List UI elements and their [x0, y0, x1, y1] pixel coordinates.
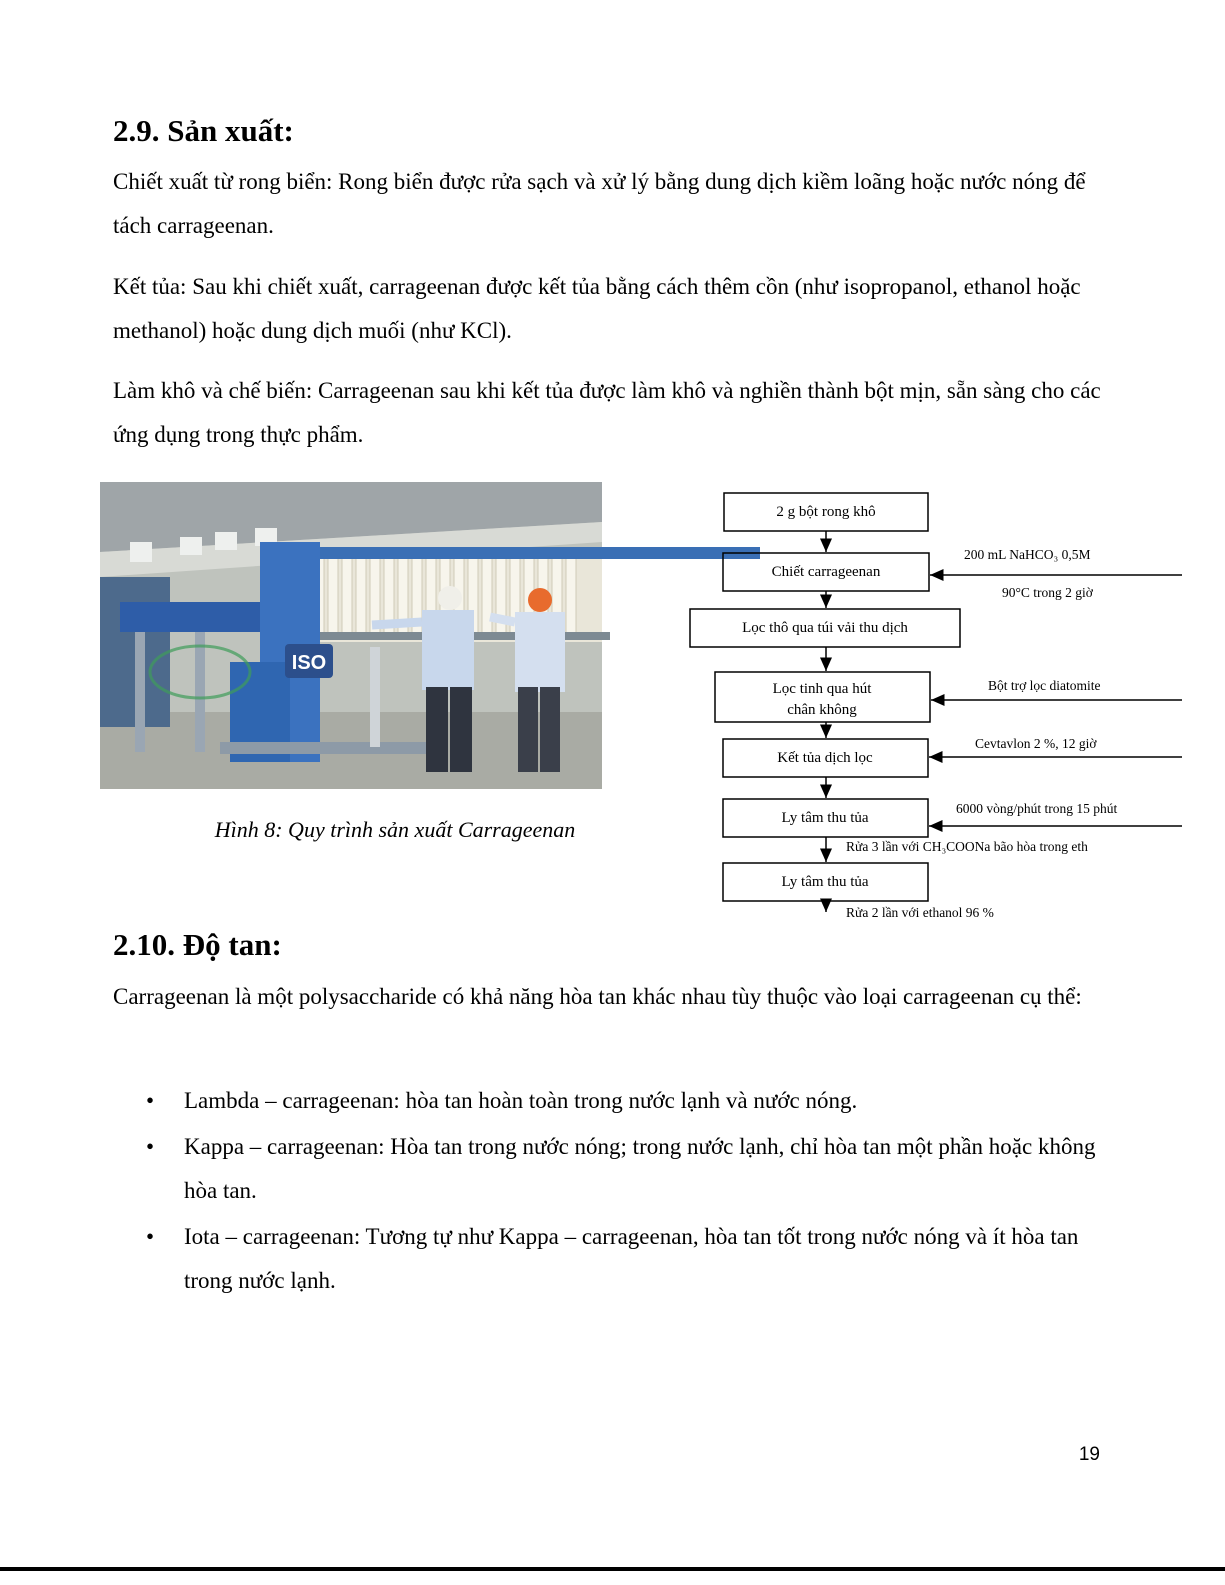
- paragraph-solubility-intro: Carrageenan là một polysaccharide có khả năng hòa tan khác nhau tùy thuộc vào loại carrageenan cụ thể:: [113, 984, 1082, 1009]
- flow-wash-note-2: Rửa 2 lần với ethanol 96 %: [846, 905, 994, 920]
- solubility-list: [113, 1079, 1113, 1305]
- process-flowchart: [690, 484, 1190, 920]
- flow-step-4-line-1: Lọc tinh qua hút: [772, 681, 872, 697]
- paragraph-drying: Làm khô và chế biến: Carrageenan sau khi kết tủa được làm khô và nghiền thành bột mịn, sẵn sàng cho các ứng dụng trong thực phẩm.: [113, 378, 1101, 447]
- section-heading-solubility: 2.10. Độ tan:: [113, 927, 282, 962]
- page-bottom-border: [0, 1567, 1225, 1571]
- page-number: 19: [1078, 1444, 1100, 1465]
- flow-input-temperature: 90°C trong 2 giờ: [1002, 585, 1093, 600]
- bullet-icon: •: [146, 1088, 155, 1113]
- list-item-iota: [113, 1215, 1113, 1303]
- flow-step-2: Chiết carrageenan: [771, 564, 881, 580]
- list-item-lambda: [113, 1079, 1113, 1123]
- factory-photo: [100, 482, 602, 789]
- flow-input-nahco3: 200 mL NaHCO₃ 0,5M: [964, 547, 1091, 562]
- list-item-text: Kappa – carrageenan: Hòa tan trong nước nóng; trong nước lạnh, chỉ hòa tan một phần hoặc không hòa tan.: [184, 1134, 1096, 1203]
- list-item-text: Lambda – carrageenan: hòa tan hoàn toàn trong nước lạnh và nước nóng.: [184, 1088, 858, 1113]
- figure-caption: Hình 8: Quy trình sản xuất Carrageenan: [214, 817, 576, 842]
- flow-input-cevtavlon: Cevtavlon 2 %, 12 giờ: [975, 736, 1097, 751]
- flow-step-4-line-2: chân không: [787, 702, 857, 718]
- flow-step-7: Ly tâm thu tủa: [781, 874, 869, 890]
- flow-input-centrifuge: 6000 vòng/phút trong 15 phút: [956, 801, 1118, 816]
- bullet-icon: •: [146, 1224, 155, 1249]
- section-heading-production: 2.9. Sản xuất:: [113, 113, 294, 148]
- list-item-kappa: [113, 1125, 1113, 1213]
- list-item-text: Iota – carrageenan: Tương tự như Kappa – carrageenan, hòa tan tốt trong nước nóng và ít hòa tan trong nước lạnh.: [184, 1224, 1079, 1293]
- iso-logo-text: ISO: [291, 652, 327, 674]
- flow-step-3: Lọc thô qua túi vải thu dịch: [742, 620, 908, 636]
- flow-input-diatomite: Bột trợ lọc diatomite: [988, 678, 1101, 693]
- paragraph-extraction: Chiết xuất từ rong biển: Rong biển được rửa sạch và xử lý bằng dung dịch kiềm loãng hoặc nước nóng để tách carrageenan.: [113, 169, 1086, 238]
- flow-wash-note-1: Rửa 3 lần với CH₃COONa bão hòa trong eth: [846, 839, 1088, 854]
- paragraph-precipitation: Kết tủa: Sau khi chiết xuất, carrageenan được kết tủa bằng cách thêm cồn (như isopropanol, ethanol hoặc methanol) hoặc dung dịch muối (như KCl).: [113, 274, 1081, 343]
- bullet-icon: •: [146, 1134, 155, 1159]
- flow-step-5: Kết tủa dịch lọc: [777, 750, 873, 766]
- flow-step-1: 2 g bột rong khô: [776, 504, 876, 520]
- flow-step-6: Ly tâm thu tủa: [781, 810, 869, 826]
